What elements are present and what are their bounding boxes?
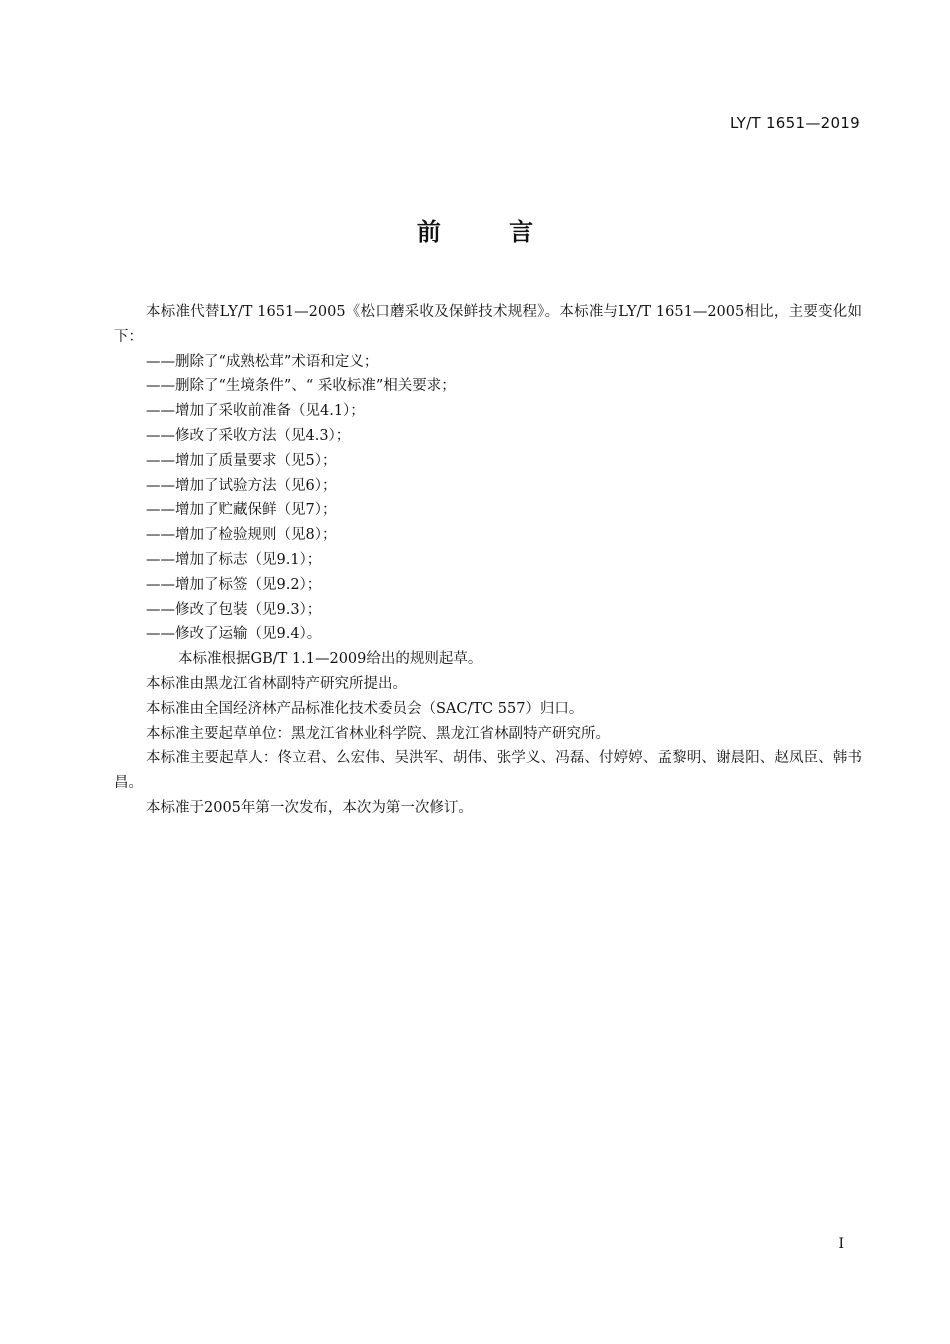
list-item: ——增加了贮藏保鲜（见7）； (146, 502, 337, 519)
standard-code: LY/T 1651—2019 (729, 114, 860, 132)
list-item: ——修改了采收方法（见4.3）； (146, 427, 351, 444)
list-item: ——增加了试验方法（见6）； (146, 477, 337, 494)
list-item: ——增加了标签（见9.2）； (146, 576, 322, 593)
list-item: ——增加了检验规则（见8）； (146, 527, 337, 544)
page-title: 前 言 (416, 218, 564, 246)
list-item: ——增加了标志（见9.1）； (146, 551, 322, 568)
list-item: ——增加了采收前准备（见4.1）； (146, 403, 365, 420)
list-item: ——修改了包装（见9.3）； (146, 601, 322, 618)
list-item: ——删除了“成熟松茸”术语和定义； (146, 353, 379, 370)
page-number: I (838, 1236, 844, 1252)
changes-list (114, 350, 862, 648)
foreword-body (114, 300, 862, 821)
history-paragraph: 本标准于2005年第一次发布，本次为第一次修订。 (146, 799, 473, 816)
proposer-paragraph: 本标准由黑龙江省林副特产研究所提出。 (146, 675, 407, 692)
list-item: ——增加了质量要求（见5）； (146, 452, 337, 469)
drafting-rule-paragraph: 本标准根据GB/T 1.1—2009给出的规则起草。 (178, 651, 483, 668)
drafting-units-paragraph: 本标准主要起草单位：黑龙江省林业科学院、黑龙江省林副特产研究所。 (146, 725, 610, 742)
centralized-by-paragraph: 本标准由全国经济林产品标准化技术委员会（SAC/TC 557）归口。 (146, 700, 584, 717)
list-item: ——删除了“生境条件”、“ 采收标准”相关要求； (146, 378, 456, 395)
list-item: ——修改了运输（见9.4）。 (146, 626, 322, 643)
drafters-paragraph: 本标准主要起草人：佟立君、么宏伟、吴洪军、胡伟、张学义、冯磊、付婷婷、孟黎明、谢晨阳、赵凤臣、韩书昌。 (114, 750, 862, 792)
intro-paragraph: 本标准代替LY/T 1651—2005《松口蘑采收及保鲜技术规程》。本标准与LY/T 1651—2005相比，主要变化如下： (114, 304, 862, 345)
